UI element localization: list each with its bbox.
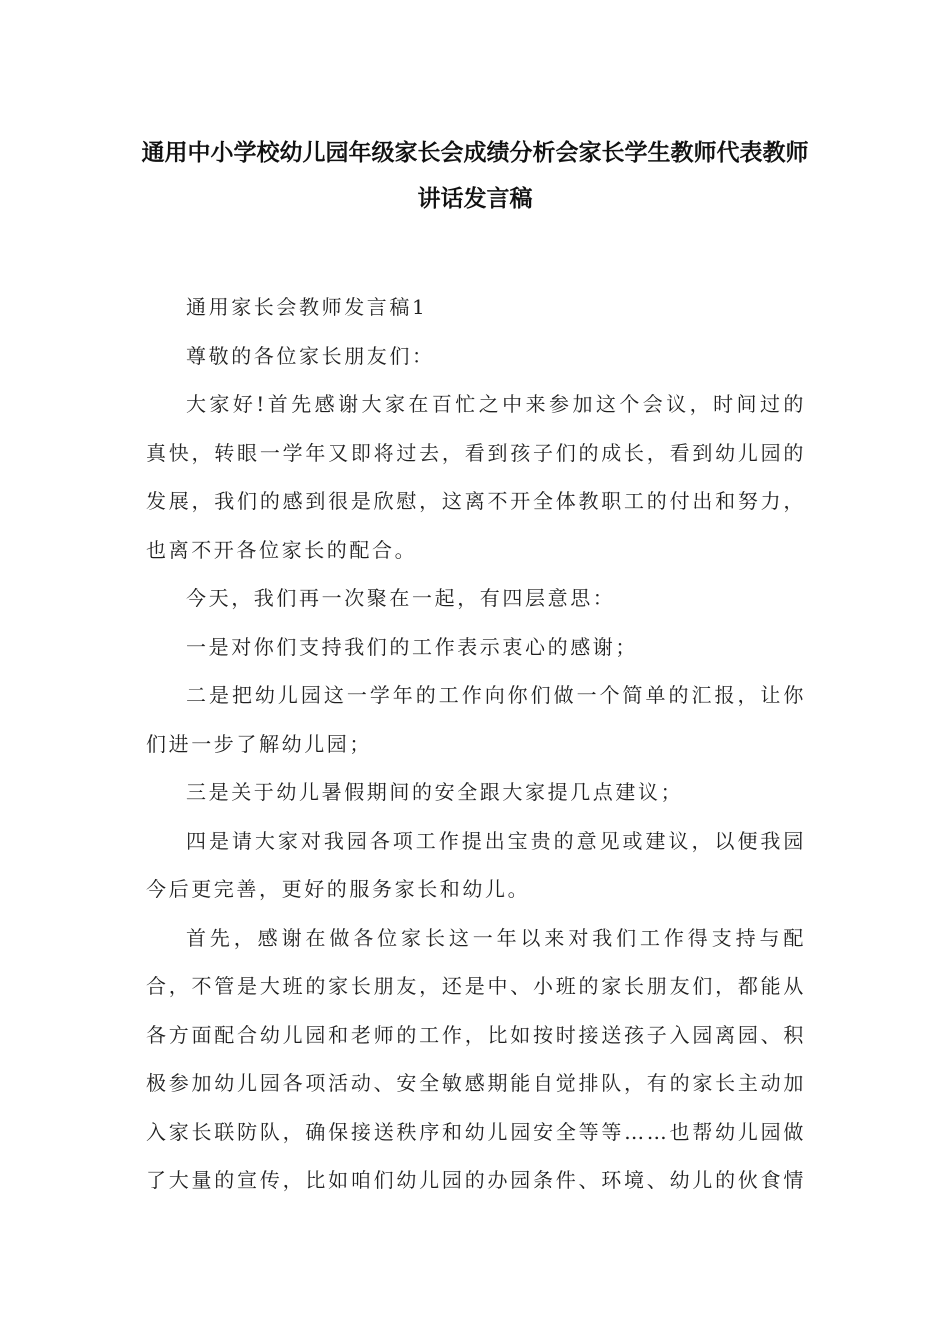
document-title-line-2: 讲话发言稿 [417,186,533,212]
paragraph-point-1: 一是对你们支持我们的工作表示衷心的感谢； [186,634,638,659]
paragraph-greeting: 大家好!首先感谢大家在百忙之中来参加这个会议，时间过的真快，转眼一学年又即将过去，看到孩子们的成长，看到幼儿园的发展，我们的感到很是欣慰，这离不开全体教职工的付出和努力，也离不开各位家长的配合。 [146,392,806,562]
paragraph-point-4: 四是请大家对我园各项工作提出宝贵的意见或建议，以便我园今后更完善，更好的服务家长和幼儿。 [146,828,806,901]
document-body [146,283,806,1205]
paragraph-point-3: 三是关于幼儿暑假期间的安全跟大家提几点建议； [186,780,684,804]
paragraph-thanks: 首先，感谢在做各位家长这一年以来对我们工作得支持与配合，不管是大班的家长朋友，还是中、小班的家长朋友们，都能从各方面配合幼儿园和老师的工作，比如按时接送孩子入园离园、积极参加幼儿园各项活动、安全敏感期能自觉排队，有的家长主动加入家长联防队，确保接送秩序和幼儿园安全等等……也帮幼儿园做了大量的宣传，比如咱们幼儿园的办园条件、环境、幼儿的伙食情 [146,925,806,1192]
document-title-line-1: 通用中小学校幼儿园年级家长会成绩分析会家长学生教师代表教师 [141,140,809,166]
paragraph-intro: 今天，我们再一次聚在一起，有四层意思： [186,586,616,610]
paragraph-point-2: 二是把幼儿园这一学年的工作向你们做一个简单的汇报，让你们进一步了解幼儿园； [146,683,806,756]
paragraph-salutation: 尊敬的各位家长朋友们： [186,343,435,368]
paragraph-heading: 通用家长会教师发言稿1 [186,295,428,319]
